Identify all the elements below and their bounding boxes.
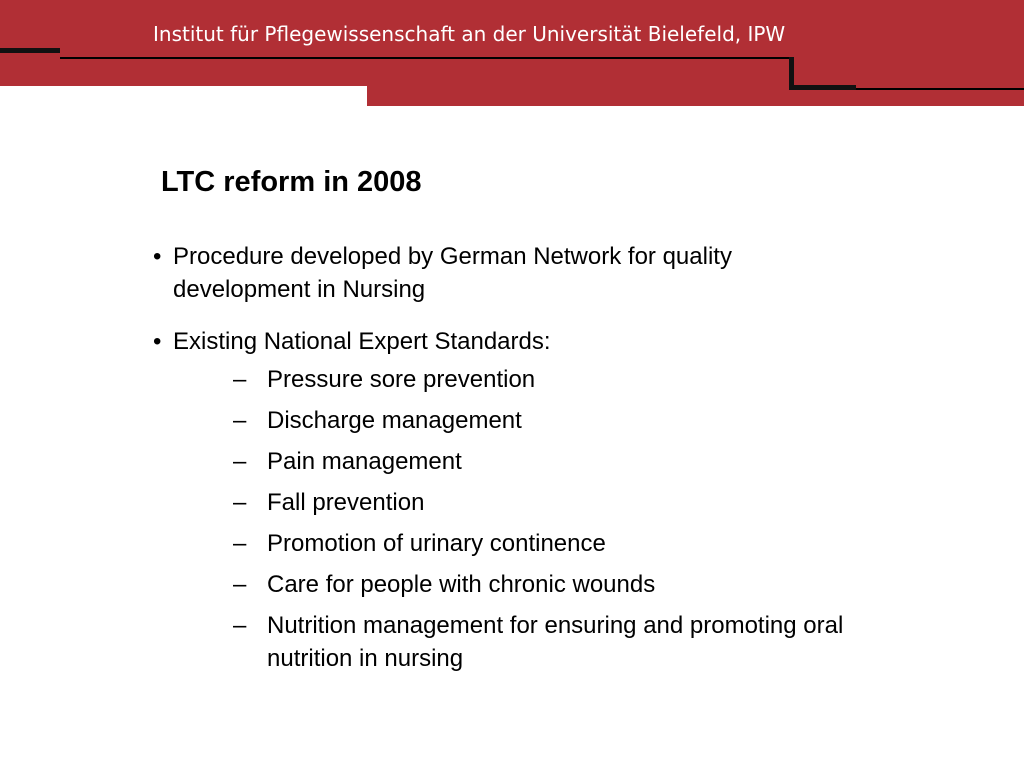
bullet-item	[153, 240, 873, 306]
list-item-text: Pain management	[267, 448, 462, 475]
bullet-list	[153, 240, 873, 675]
list-item-text: Pressure sore prevention	[267, 366, 536, 393]
list-item	[173, 445, 873, 478]
header-rule-left	[0, 48, 60, 53]
slide-title: LTC reform in 2008	[161, 166, 422, 198]
list-item	[173, 609, 873, 675]
list-item-text: Discharge management	[267, 407, 522, 434]
list-item	[173, 527, 873, 560]
institution-name: Institut für Pflegewissenschaft an der Universität Bielefeld, IPW	[153, 22, 786, 46]
bullet-icon: •	[153, 243, 162, 270]
dash-icon: –	[233, 612, 247, 639]
dash-icon: –	[233, 530, 247, 557]
bullet-icon: •	[153, 328, 162, 355]
header-banner	[0, 0, 1024, 106]
list-item	[173, 486, 873, 519]
header-notch	[0, 86, 367, 106]
bullet-text: Procedure developed by German Network for quality development in Nursing	[173, 243, 732, 303]
dash-icon: –	[233, 571, 247, 598]
list-item	[173, 363, 873, 396]
header-rule-right	[856, 88, 1024, 90]
bullet-text: Existing National Expert Standards:	[173, 328, 551, 355]
bullet-item	[153, 325, 873, 675]
standards-list	[173, 363, 873, 675]
list-item-text: Fall prevention	[267, 489, 425, 516]
list-item	[173, 568, 873, 601]
header-bracket-horizontal	[789, 85, 856, 90]
dash-icon: –	[233, 489, 247, 516]
header-rule	[60, 57, 790, 59]
list-item-text: Nutrition management for ensuring and promoting oral nutrition in nursing	[267, 612, 844, 672]
dash-icon: –	[233, 448, 247, 475]
dash-icon: –	[233, 407, 247, 434]
list-item-text: Care for people with chronic wounds	[267, 571, 656, 598]
dash-icon: –	[233, 366, 247, 393]
list-item	[173, 404, 873, 437]
list-item-text: Promotion of urinary continence	[267, 530, 606, 557]
